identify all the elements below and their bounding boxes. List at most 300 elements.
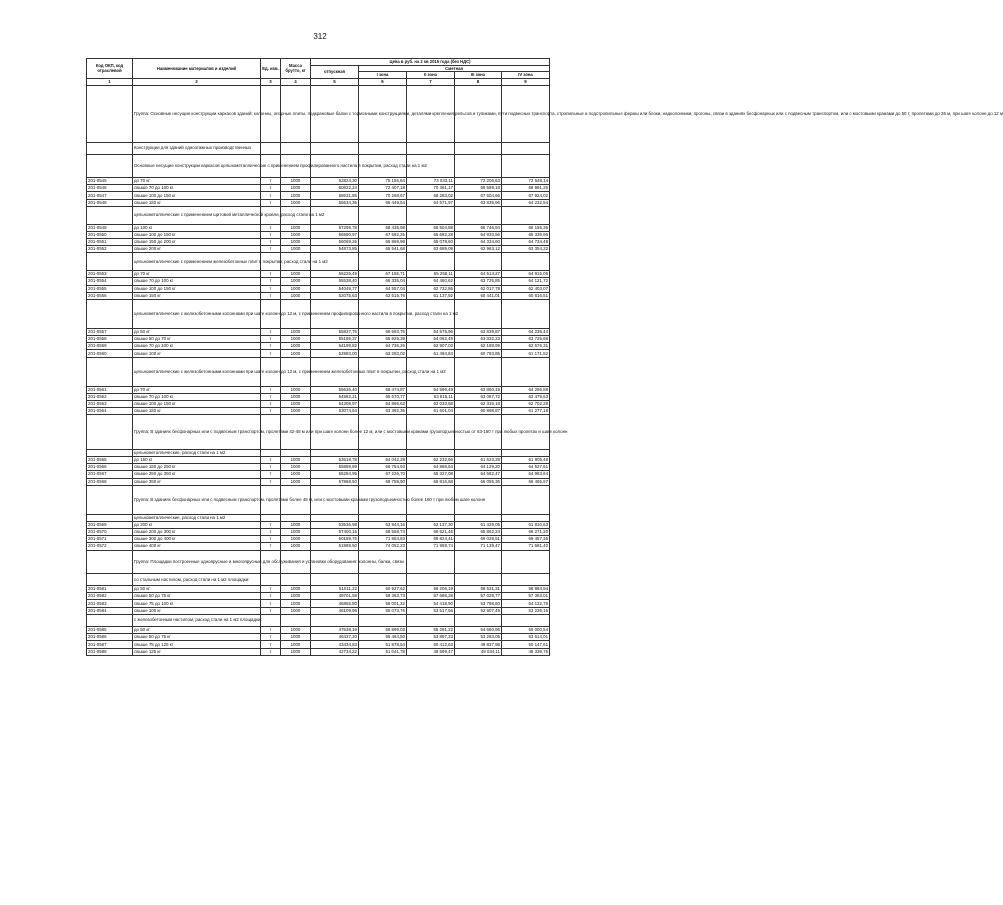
col-unit-header: Ед. изм. xyxy=(261,59,281,79)
zone3-price: 58 531,31 xyxy=(455,586,502,593)
zone1-price: 74 052,23 xyxy=(359,543,407,550)
zone4-price: 58 894,94 xyxy=(502,586,550,593)
col-code-header: Код ОКП, код отраслевой xyxy=(87,59,133,79)
item-unit: т xyxy=(261,328,281,335)
zone2-price: 61 494,84 xyxy=(407,350,455,357)
group-row xyxy=(87,450,550,457)
zone1-price: 71 854,83 xyxy=(359,536,407,543)
zone2-price: 49 599,47 xyxy=(407,648,455,655)
item-mass: 1000 xyxy=(281,328,311,335)
col-zone1-header: I зона xyxy=(359,72,407,79)
zone4-price: 62 702,28 xyxy=(502,401,550,408)
zone1-price: 70 268,67 xyxy=(359,192,407,199)
release-price: 42734,22 xyxy=(311,648,359,655)
group-title: цельнометаллические, расход стали на 1 м2 xyxy=(133,514,261,521)
item-mass: 1000 xyxy=(281,600,311,607)
group-title: Группа: Основные несущие конструкции каркасов зданий: колонны, опорные плиты, подкрановые балки с тормозными конструкциями, деталями крепления рельсов и тупиками, пути подвесных транспорта, стропильные и подстропильные фермы или блоки, надколонники, прогоны, связи в зданиях бесфонарных или с подвесным транспортом, или с мостовыми кранами до 50 т, пролетами до 36 м, при шаге колонн до 12 м xyxy=(133,85,261,142)
zone1-price: 65 670,77 xyxy=(359,393,407,400)
column-number-row: 1 2 3 4 5 6 7 8 9 xyxy=(87,78,550,85)
group-row xyxy=(87,550,550,573)
table-row xyxy=(87,471,550,478)
release-price: 43434,83 xyxy=(311,641,359,648)
zone2-price: 53 897,33 xyxy=(407,634,455,641)
zone1-price: 75 156,84 xyxy=(359,178,407,185)
item-code: 201-0554 xyxy=(87,278,133,285)
zone3-price: 49 837,98 xyxy=(455,641,502,648)
zone4-price: 54 132,79 xyxy=(502,600,550,607)
item-name: свыше 50 до 70 кг xyxy=(133,336,261,343)
zone4-price: 62 576,31 xyxy=(502,343,550,350)
release-price: 57299,78 xyxy=(311,224,359,231)
release-price: 54199,82 xyxy=(311,343,359,350)
item-mass: 1000 xyxy=(281,285,311,292)
zone4-price: 64 915,05 xyxy=(502,271,550,278)
zone3-price: 64 334,60 xyxy=(455,239,502,246)
table-body xyxy=(87,85,1003,655)
item-code: 201-0546 xyxy=(87,185,133,192)
zone1-price: 55 464,50 xyxy=(359,634,407,641)
item-unit: т xyxy=(261,393,281,400)
group-title: Группа: В зданиях бесфонарных или с подвесным транспортом, пролетами 42-48 м или при шаге колонн более 12 м; или с мостовыми кранами грузоподъемностью от 63-160 т при любых пролетах и шаге колонн xyxy=(133,415,261,450)
table-row xyxy=(87,457,550,464)
release-price: 62824,30 xyxy=(311,178,359,185)
release-price: 52075,63 xyxy=(311,292,359,299)
table-row xyxy=(87,278,550,285)
release-price: 51011,22 xyxy=(311,586,359,593)
item-code: 201-0586 xyxy=(87,634,133,641)
item-name: свыше 100 до 150 кг xyxy=(133,401,261,408)
item-name: до 70 кг xyxy=(133,271,261,278)
zone2-price: 54 418,90 xyxy=(407,600,455,607)
zone3-price: 64 129,20 xyxy=(455,464,502,471)
item-mass: 1000 xyxy=(281,343,311,350)
table-row xyxy=(87,464,550,471)
zone4-price: 63 354,22 xyxy=(502,246,550,253)
table-row xyxy=(87,600,550,607)
zone4-price: 61 810,63 xyxy=(502,521,550,528)
item-unit: т xyxy=(261,343,281,350)
item-mass: 1000 xyxy=(281,224,311,231)
item-unit: т xyxy=(261,471,281,478)
item-unit: т xyxy=(261,246,281,253)
group-row xyxy=(87,415,550,450)
table-row xyxy=(87,231,550,238)
group-title: Основные несущие конструкции каркасов цельнометаллические с применением профилированного настила в покрытии, расход стали на 1 м2 xyxy=(133,154,261,177)
zone3-price: 65 746,94 xyxy=(455,224,502,231)
zone3-price: 63 332,23 xyxy=(455,336,502,343)
item-code: 201-0557 xyxy=(87,328,133,335)
zone1-price: 64 042,29 xyxy=(359,457,407,464)
zone1-price: 55 073,76 xyxy=(359,607,407,614)
item-unit: т xyxy=(261,408,281,415)
release-price: 55837,76 xyxy=(311,328,359,335)
item-name: до 70 кг xyxy=(133,178,261,185)
item-unit: т xyxy=(261,528,281,535)
item-mass: 1000 xyxy=(281,471,311,478)
zone3-price: 63 835,96 xyxy=(455,199,502,206)
zone1-price: 59 363,73 xyxy=(359,593,407,600)
zone4-price: 65 336,95 xyxy=(502,231,550,238)
table-row xyxy=(87,178,550,185)
item-mass: 1000 xyxy=(281,627,311,634)
zone3-price: 60 898,87 xyxy=(455,408,502,415)
item-name: свыше 300 до 400 кг xyxy=(133,536,261,543)
item-mass: 1000 xyxy=(281,457,311,464)
item-unit: т xyxy=(261,199,281,206)
zone1-price: 69 759,90 xyxy=(359,478,407,485)
item-code: 201-0547 xyxy=(87,192,133,199)
zone1-price: 66 335,04 xyxy=(359,278,407,285)
zone2-price: 63 815,11 xyxy=(407,393,455,400)
item-mass: 1000 xyxy=(281,292,311,299)
col-mass-header: Масса брутто, кг xyxy=(281,59,311,79)
group-row xyxy=(87,85,550,142)
release-price: 55635,40 xyxy=(311,386,359,393)
item-name: свыше 100 до 150 кг xyxy=(133,192,261,199)
zone1-price: 56 899,03 xyxy=(359,627,407,634)
table-row xyxy=(87,343,550,350)
zone1-price: 67 155,71 xyxy=(359,271,407,278)
zone3-price: 62 963,12 xyxy=(455,246,502,253)
group-title: Группа: Площадки построенные одноярусные и многоярусные для обслуживания и установки оборудования: колонны, балки, связи xyxy=(133,550,261,573)
item-unit: т xyxy=(261,634,281,641)
item-mass: 1000 xyxy=(281,393,311,400)
zone4-price: 50 147,61 xyxy=(502,641,550,648)
item-mass: 1000 xyxy=(281,648,311,655)
item-code: 201-0567 xyxy=(87,471,133,478)
zone2-price: 65 078,60 xyxy=(407,239,455,246)
table-row xyxy=(87,246,550,253)
item-mass: 1000 xyxy=(281,641,311,648)
table-row xyxy=(87,199,550,206)
table-row xyxy=(87,528,550,535)
zone3-price: 54 660,95 xyxy=(455,627,502,634)
group-row xyxy=(87,573,550,585)
group-row xyxy=(87,154,550,177)
item-name: до 50 кг xyxy=(133,328,261,335)
release-price: 55538,40 xyxy=(311,278,359,285)
item-unit: т xyxy=(261,478,281,485)
group-title: Группа: В зданиях бесфонарных или с подвесным транспортом, пролетами более 48 м, или с мостовыми кранами грузоподъемностью более 160 т при любом шаге колонн xyxy=(133,485,261,514)
group-row xyxy=(87,299,550,328)
zone2-price: 65 258,11 xyxy=(407,271,455,278)
zone1-price: 66 474,87 xyxy=(359,386,407,393)
col-release-header: отпускная xyxy=(311,65,359,78)
zone3-price: 62 189,99 xyxy=(455,343,502,350)
item-name: свыше 70 до 100 кг xyxy=(133,185,261,192)
zone4-price: 60 816,51 xyxy=(502,292,550,299)
release-price: 55859,89 xyxy=(311,464,359,471)
item-name: до 200 кг xyxy=(133,521,261,528)
zone2-price: 64 868,64 xyxy=(407,464,455,471)
item-mass: 1000 xyxy=(281,521,311,528)
item-mass: 1000 xyxy=(281,634,311,641)
group-row xyxy=(87,206,550,224)
table-row xyxy=(87,536,550,543)
table-row xyxy=(87,401,550,408)
group-title: Конструкции для зданий одноэтажных производственных xyxy=(133,142,261,154)
item-code: 201-0566 xyxy=(87,464,133,471)
item-code: 201-0553 xyxy=(87,271,133,278)
item-mass: 1000 xyxy=(281,536,311,543)
zone1-price: 51 878,54 xyxy=(359,641,407,648)
item-unit: т xyxy=(261,271,281,278)
item-name: свыше 70 до 100 кг xyxy=(133,393,261,400)
item-mass: 1000 xyxy=(281,401,311,408)
zone2-price: 59 206,19 xyxy=(407,586,455,593)
zone4-price: 49 338,75 xyxy=(502,648,550,655)
item-mass: 1000 xyxy=(281,408,311,415)
item-name: свыше 400 кг xyxy=(133,543,261,550)
zone3-price: 62 017,78 xyxy=(455,285,502,292)
item-unit: т xyxy=(261,401,281,408)
zone1-price: 66 754,93 xyxy=(359,464,407,471)
zone1-price: 63 283,02 xyxy=(359,350,407,357)
table-row xyxy=(87,393,550,400)
zone3-price: 71 139,47 xyxy=(455,543,502,550)
zone3-price: 53 283,05 xyxy=(455,634,502,641)
item-code: 201-0587 xyxy=(87,641,133,648)
zone1-price: 66 969,98 xyxy=(359,239,407,246)
zone3-price: 62 315,18 xyxy=(455,401,502,408)
release-price: 53074,64 xyxy=(311,408,359,415)
release-price: 54049,77 xyxy=(311,285,359,292)
item-unit: т xyxy=(261,178,281,185)
item-name: свыше 150 до 250 кг xyxy=(133,464,261,471)
zone2-price: 69 824,41 xyxy=(407,536,455,543)
release-price: 47638,19 xyxy=(311,627,359,634)
zone1-price: 66 449,54 xyxy=(359,199,407,206)
item-code: 201-0548 xyxy=(87,199,133,206)
item-code: 201-0549 xyxy=(87,224,133,231)
zone4-price: 67 924,02 xyxy=(502,192,550,199)
release-price: 56590,97 xyxy=(311,231,359,238)
table-row xyxy=(87,350,550,357)
item-name: свыше 50 до 75 кг xyxy=(133,634,261,641)
zone3-price: 66 055,36 xyxy=(455,478,502,485)
release-price: 60159,75 xyxy=(311,536,359,543)
item-name: до 100 кг xyxy=(133,224,261,231)
item-code: 201-0552 xyxy=(87,246,133,253)
item-code: 201-0562 xyxy=(87,393,133,400)
zone2-price: 64 062,49 xyxy=(407,336,455,343)
zone3-price: 57 028,77 xyxy=(455,593,502,600)
zone2-price: 63 033,68 xyxy=(407,401,455,408)
release-price: 56225,49 xyxy=(311,271,359,278)
table-row xyxy=(87,521,550,528)
release-price: 49701,59 xyxy=(311,593,359,600)
item-unit: т xyxy=(261,521,281,528)
zone3-price: 63 087,72 xyxy=(455,393,502,400)
item-code: 201-0568 xyxy=(87,478,133,485)
zone4-price: 64 527,61 xyxy=(502,464,550,471)
zone1-price: 56 001,32 xyxy=(359,600,407,607)
item-code: 201-0550 xyxy=(87,231,133,238)
col-name-header: Наименование материалов и изделий xyxy=(133,59,261,79)
zone1-price: 68 558,74 xyxy=(359,528,407,535)
group-title: цельнометаллические с железобетонными колоннами при шаге колонн до 12 м, с применением железобетонных плит в покрытии, расход стали на 1 м2 xyxy=(133,357,261,386)
zone2-price: 65 327,08 xyxy=(407,471,455,478)
item-mass: 1000 xyxy=(281,386,311,393)
zone2-price: 62 137,30 xyxy=(407,521,455,528)
item-name: свыше 100 до 150 кг xyxy=(133,285,261,292)
zone4-price: 64 121,72 xyxy=(502,278,550,285)
item-name: до 70 кг xyxy=(133,386,261,393)
zone4-price: 63 725,68 xyxy=(502,336,550,343)
item-name: свыше 200 кг xyxy=(133,246,261,253)
zone4-price: 64 232,54 xyxy=(502,199,550,206)
item-mass: 1000 xyxy=(281,185,311,192)
zone4-price: 61 277,18 xyxy=(502,408,550,415)
zone3-price: 60 793,85 xyxy=(455,350,502,357)
item-mass: 1000 xyxy=(281,528,311,535)
table-row xyxy=(87,607,550,614)
zone3-price: 65 862,24 xyxy=(455,528,502,535)
zone4-price: 61 171,52 xyxy=(502,350,550,357)
group-title: цельнометаллические, расход стали на 1 м2 xyxy=(133,450,261,457)
zone4-price: 72 648,14 xyxy=(502,178,550,185)
item-name: до 150 кг xyxy=(133,457,261,464)
item-name: свыше 70 до 100 кг xyxy=(133,278,261,285)
zone1-price: 63 944,16 xyxy=(359,521,407,528)
item-code: 201-0545 xyxy=(87,178,133,185)
item-code: 201-0551 xyxy=(87,239,133,246)
price-table xyxy=(86,58,1003,656)
item-code: 201-0561 xyxy=(87,386,133,393)
item-code: 201-0583 xyxy=(87,600,133,607)
item-code: 201-0556 xyxy=(87,292,133,299)
zone1-price: 64 557,04 xyxy=(359,285,407,292)
item-unit: т xyxy=(261,600,281,607)
table-row xyxy=(87,543,550,550)
group-title: со стальным настилом, расход стали на 1 м2 площадки: xyxy=(133,573,261,585)
item-mass: 1000 xyxy=(281,350,311,357)
item-code: 201-0585 xyxy=(87,627,133,634)
item-code: 201-0563 xyxy=(87,401,133,408)
item-name: свыше 200 до 300 кг xyxy=(133,528,261,535)
zone2-price: 64 460,62 xyxy=(407,278,455,285)
col-zone3-header: III зона xyxy=(455,72,502,79)
item-name: свыше 70 до 100 кг xyxy=(133,343,261,350)
item-unit: т xyxy=(261,648,281,655)
table-row xyxy=(87,386,550,393)
release-price: 56284,95 xyxy=(311,471,359,478)
item-name: свыше 150 кг xyxy=(133,292,261,299)
item-unit: т xyxy=(261,586,281,593)
item-name: свыше 75 до 100 кг xyxy=(133,600,261,607)
item-name: свыше 100 кг xyxy=(133,607,261,614)
zone4-price: 53 614,01 xyxy=(502,634,550,641)
zone2-price: 73 033,11 xyxy=(407,178,455,185)
release-price: 53536,98 xyxy=(311,521,359,528)
release-price: 46855,80 xyxy=(311,600,359,607)
item-unit: т xyxy=(261,457,281,464)
group-row xyxy=(87,485,550,514)
table-row xyxy=(87,408,550,415)
table-row xyxy=(87,478,550,485)
item-unit: т xyxy=(261,224,281,231)
zone3-price: 52 907,49 xyxy=(455,607,502,614)
item-name: свыше 125 кг xyxy=(133,648,261,655)
zone4-price: 64 236,44 xyxy=(502,328,550,335)
table-row xyxy=(87,285,550,292)
zone4-price: 64 256,88 xyxy=(502,386,550,393)
zone2-price: 63 689,09 xyxy=(407,246,455,253)
item-mass: 1000 xyxy=(281,607,311,614)
release-price: 55195,37 xyxy=(311,336,359,343)
zone1-price: 72 407,18 xyxy=(359,185,407,192)
zone4-price: 55 000,54 xyxy=(502,627,550,634)
zone2-price: 53 517,56 xyxy=(407,607,455,614)
item-mass: 1000 xyxy=(281,478,311,485)
zone2-price: 57 686,28 xyxy=(407,593,455,600)
zone3-price: 69 028,51 xyxy=(455,536,502,543)
item-unit: т xyxy=(261,641,281,648)
item-code: 201-0565 xyxy=(87,457,133,464)
zone4-price: 57 383,01 xyxy=(502,593,550,600)
item-code: 201-0571 xyxy=(87,536,133,543)
group-row xyxy=(87,514,550,521)
item-code: 201-0588 xyxy=(87,648,133,655)
zone4-price: 69 457,35 xyxy=(502,536,550,543)
release-price: 46109,96 xyxy=(311,607,359,614)
release-price: 54308,97 xyxy=(311,401,359,408)
item-name: свыше 50 до 75 кг xyxy=(133,593,261,600)
item-mass: 1000 xyxy=(281,593,311,600)
item-mass: 1000 xyxy=(281,246,311,253)
zone3-price: 64 933,56 xyxy=(455,231,502,238)
release-price: 54873,85 xyxy=(311,246,359,253)
item-unit: т xyxy=(261,231,281,238)
zone3-price: 67 504,66 xyxy=(455,192,502,199)
zone2-price: 62 732,86 xyxy=(407,285,455,292)
release-price: 57400,15 xyxy=(311,528,359,535)
zone1-price: 66 693,76 xyxy=(359,328,407,335)
release-price: 52983,00 xyxy=(311,350,359,357)
table-row xyxy=(87,641,550,648)
item-unit: т xyxy=(261,543,281,550)
item-code: 201-0570 xyxy=(87,528,133,535)
zone1-price: 65 541,68 xyxy=(359,246,407,253)
zone3-price: 63 839,87 xyxy=(455,328,502,335)
zone3-price: 60 441,01 xyxy=(455,292,502,299)
item-mass: 1000 xyxy=(281,543,311,550)
zone2-price: 64 596,49 xyxy=(407,386,455,393)
zone2-price: 64 575,96 xyxy=(407,328,455,335)
zone3-price: 61 429,05 xyxy=(455,521,502,528)
zone4-price: 61 905,49 xyxy=(502,457,550,464)
item-unit: т xyxy=(261,386,281,393)
item-name: свыше 150 кг xyxy=(133,408,261,415)
zone1-price: 64 866,62 xyxy=(359,401,407,408)
col-zone4-header: IV зона xyxy=(502,72,550,79)
item-code: 201-0569 xyxy=(87,521,133,528)
group-row xyxy=(87,614,550,626)
zone1-price: 68 435,98 xyxy=(359,224,407,231)
zone2-price: 68 283,02 xyxy=(407,192,455,199)
item-mass: 1000 xyxy=(281,192,311,199)
item-code: 201-0564 xyxy=(87,408,133,415)
item-mass: 1000 xyxy=(281,278,311,285)
zone2-price: 71 959,74 xyxy=(407,543,455,550)
col-price-header: Цена в руб. на 2 кв 2015 года (без НДС) xyxy=(311,59,550,66)
zone2-price: 50 412,63 xyxy=(407,641,455,648)
item-name: до 50 кг xyxy=(133,627,261,634)
table-row xyxy=(87,192,550,199)
table-row xyxy=(87,586,550,593)
zone4-price: 53 236,16 xyxy=(502,607,550,614)
release-price: 53618,78 xyxy=(311,457,359,464)
